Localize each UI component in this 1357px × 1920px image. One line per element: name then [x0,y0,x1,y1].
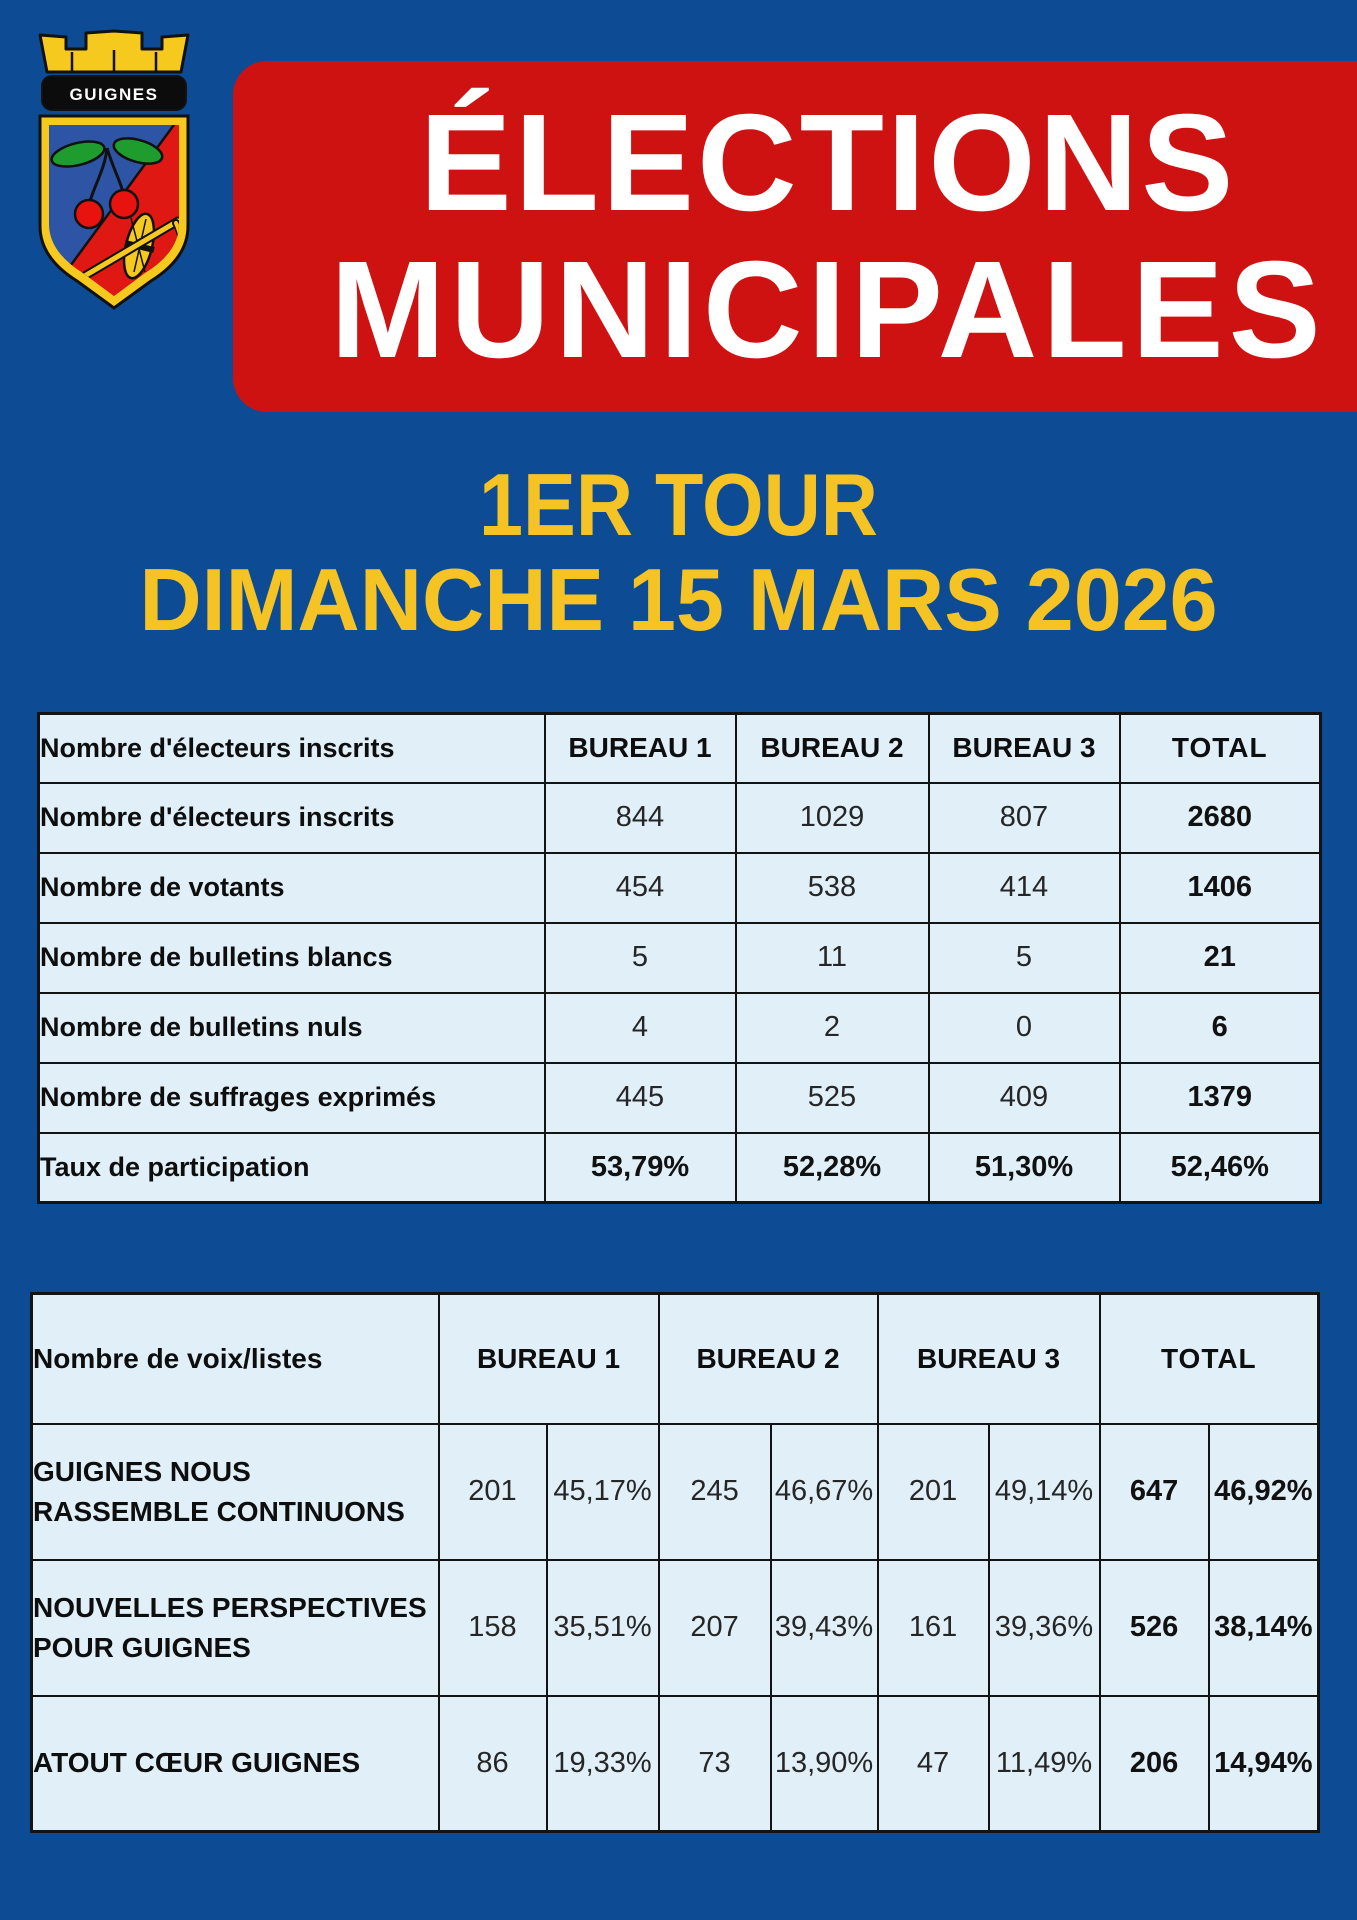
list-name [32,1696,439,1832]
header-bureau1: BUREAU 1 [439,1294,659,1424]
cell-bureau3-pct: 49,14% [989,1424,1100,1560]
cell-total-pct: 38,14% [1209,1560,1319,1696]
header-label: Nombre d'électeurs inscrits [39,714,545,783]
cell-bureau2: 52,28% [736,1133,929,1203]
header-bureau2: BUREAU 2 [659,1294,878,1424]
cell-bureau3: 5 [929,923,1120,993]
results-table [30,1292,1320,1833]
cell-bureau1-pct: 19,33% [547,1696,659,1832]
subtitle-date: DIMANCHE 15 MARS 2026 [139,550,1218,649]
cell-bureau1-votes: 158 [439,1560,547,1696]
title-line-1: ÉLECTIONS [419,86,1237,241]
header-label: Nombre de voix/listes [32,1294,439,1424]
row-label: Nombre de suffrages exprimés [39,1063,545,1133]
cell-bureau3-pct: 11,49% [989,1696,1100,1832]
cell-bureau2-votes: 207 [659,1560,771,1696]
cell-bureau3: 51,30% [929,1133,1120,1203]
results-row [32,1696,1319,1832]
cell-bureau3: 807 [929,783,1120,853]
header-bureau3: BUREAU 3 [929,714,1120,783]
town-name-label: GUIGNES [69,85,159,104]
cell-bureau1: 445 [545,1063,736,1133]
cell-bureau2: 2 [736,993,929,1063]
table-row [39,993,1321,1063]
cell-bureau1-votes: 201 [439,1424,547,1560]
cell-bureau3: 0 [929,993,1120,1063]
header-total: TOTAL [1100,1294,1319,1424]
header-bureau2: BUREAU 2 [736,714,929,783]
list-name-line2: RASSEMBLE CONTINUONS [33,1495,405,1527]
table-row [39,783,1321,853]
header-bureau3: BUREAU 3 [878,1294,1100,1424]
results-row [32,1424,1319,1560]
row-label: Nombre de votants [39,853,545,923]
town-name-band [42,76,186,110]
cell-bureau1: 4 [545,993,736,1063]
table-row [39,1063,1321,1133]
cell-total: 21 [1120,923,1321,993]
row-label: Nombre de bulletins nuls [39,993,545,1063]
cell-bureau1: 844 [545,783,736,853]
crown-icon [40,31,188,72]
cell-total-pct: 46,92% [1209,1424,1319,1560]
cell-total: 52,46% [1120,1133,1321,1203]
cell-bureau2: 525 [736,1063,929,1133]
coat-of-arms-icon [26,20,202,314]
cell-total-votes: 206 [1100,1696,1209,1832]
cell-bureau1-pct: 35,51% [547,1560,659,1696]
cell-bureau2: 1029 [736,783,929,853]
header-bureau1: BUREAU 1 [545,714,736,783]
cell-total: 1406 [1120,853,1321,923]
subtitle [0,455,1357,649]
cell-bureau2-pct: 13,90% [771,1696,878,1832]
cell-total: 1379 [1120,1063,1321,1133]
row-label: Nombre de bulletins blancs [39,923,545,993]
cell-bureau3: 409 [929,1063,1120,1133]
cell-bureau2-pct: 39,43% [771,1560,878,1696]
results-row [32,1560,1319,1696]
table-row [39,923,1321,993]
cell-bureau1: 53,79% [545,1133,736,1203]
cell-bureau2: 11 [736,923,929,993]
cell-bureau2-votes: 73 [659,1696,771,1832]
results-header-row [32,1294,1319,1424]
cell-bureau1-pct: 45,17% [547,1424,659,1560]
cell-bureau1-votes: 86 [439,1696,547,1832]
cell-bureau3-votes: 161 [878,1560,989,1696]
cell-total-votes: 526 [1100,1560,1209,1696]
title-line-2: MUNICIPALES [330,232,1326,387]
cell-bureau1: 454 [545,853,736,923]
participation-table [37,712,1322,1204]
subtitle-round: 1ER TOUR [478,455,879,554]
table-row [39,853,1321,923]
list-name-line2: POUR GUIGNES [33,1631,251,1663]
list-name-line1: ATOUT CŒUR GUIGNES [33,1747,361,1779]
row-label: Taux de participation [39,1133,545,1203]
shield-icon [40,116,188,314]
list-name [32,1560,439,1696]
cell-bureau3-votes: 47 [878,1696,989,1832]
cell-bureau3-pct: 39,36% [989,1560,1100,1696]
cell-total-votes: 647 [1100,1424,1209,1560]
title-banner [233,61,1357,412]
cell-bureau1: 5 [545,923,736,993]
cell-bureau2-pct: 46,67% [771,1424,878,1560]
cell-total: 2680 [1120,783,1321,853]
cell-total-pct: 14,94% [1209,1696,1319,1832]
row-label: Nombre d'électeurs inscrits [39,783,545,853]
list-name [32,1424,439,1560]
cell-bureau2-votes: 245 [659,1424,771,1560]
header-total: TOTAL [1120,714,1321,783]
participation-header-row [39,714,1321,783]
table-row [39,1133,1321,1203]
list-name-line1: NOUVELLES PERSPECTIVES [33,1591,427,1623]
cell-bureau3-votes: 201 [878,1424,989,1560]
list-name-line1: GUIGNES NOUS [33,1455,251,1487]
cell-bureau3: 414 [929,853,1120,923]
cell-total: 6 [1120,993,1321,1063]
cell-bureau2: 538 [736,853,929,923]
